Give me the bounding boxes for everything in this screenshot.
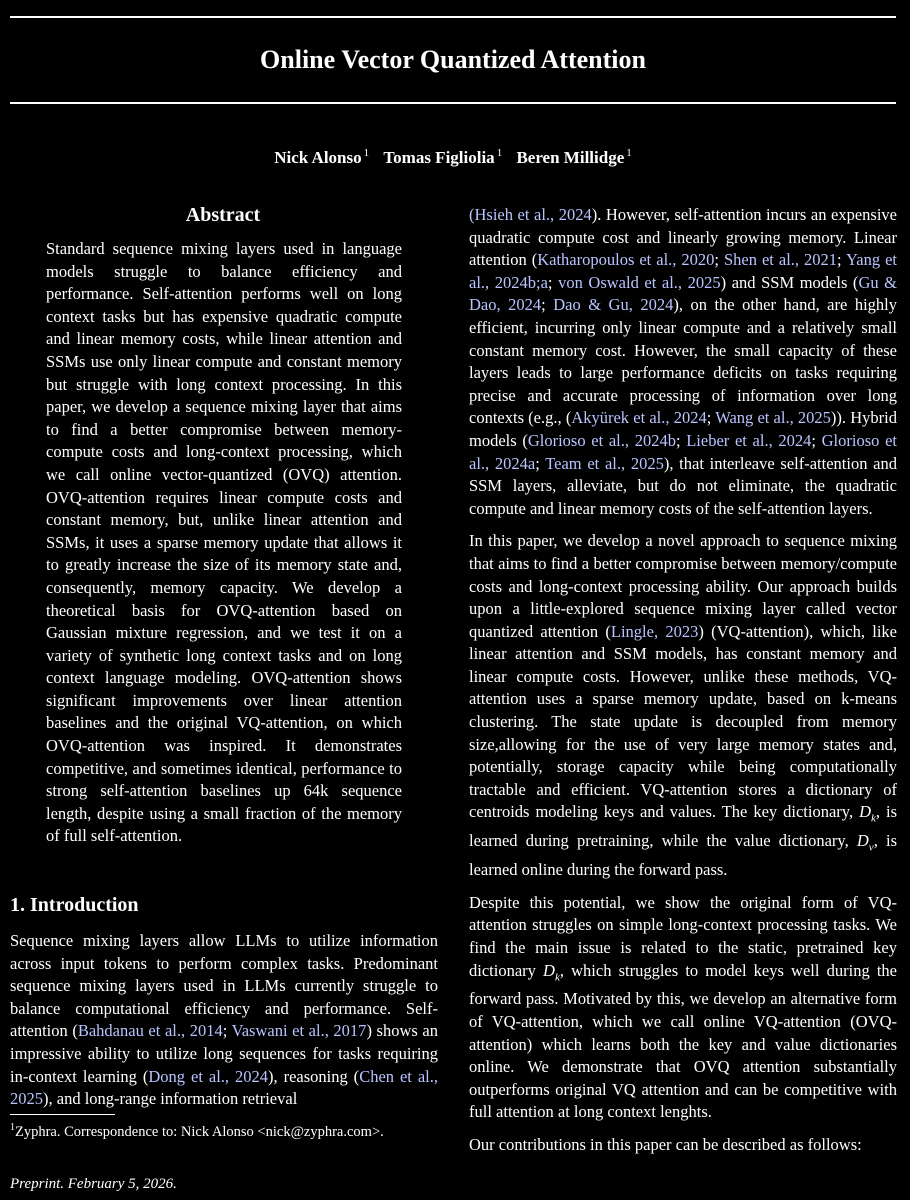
abstract-heading: Abstract xyxy=(185,204,261,226)
footnote-text: Zyphra. Correspondence to: Nick Alonso <nick@zyphra.com>. xyxy=(15,1123,384,1140)
footnote-rule xyxy=(10,1114,115,1115)
text-run: Despite this potential, we show the original form of VQ-attention struggles on simple long-context processing tasks. We find the main issue is related to the static, pretrained key dictionary xyxy=(469,892,897,980)
text-run: , which struggles to model keys well during the forward pass. Motivated by this, we develop an alternative form of VQ-attention, which we call online VQ-attention (OVQ-attention) which learns both the key and value dictionaries online. We demonstrate that OVQ attention substantially outperforms original VQ attention and can be competitive with full attention at long context lenghts. xyxy=(469,960,897,1122)
text-run: ; xyxy=(706,408,716,428)
text-run: ), reasoning ( xyxy=(268,1066,360,1086)
author-name: Tomas Figliolia xyxy=(383,147,495,167)
paragraph xyxy=(469,530,897,882)
citation-link[interactable]: Glorioso et al., 2024a xyxy=(469,430,897,473)
citation-link[interactable]: Team et al., 2025 xyxy=(545,453,664,473)
text-run: ; xyxy=(837,250,846,270)
title-rule-bottom xyxy=(10,102,896,104)
math-key-dictionary xyxy=(859,802,876,825)
text-run: ) (VQ-attention), which, like linear attention and SSM models, has constant memory and linear compute costs. However, unlike these methods, VQ-attention uses a sparse memory update, based on k-means clustering. The state update is decoupled from memory size,allowing for the use of very large memory states and, potentially, storage capacity while being computationally tractable and efficient. VQ-attention stores a dictionary of centroids modeling keys and values. The key dictionary, xyxy=(469,621,898,822)
math-symbol: D xyxy=(543,960,555,980)
text-run: ; xyxy=(675,430,687,450)
author-name: Nick Alonso xyxy=(274,147,362,167)
citation-link[interactable]: (Hsieh et al., 2024 xyxy=(469,205,592,224)
math-symbol: D xyxy=(859,802,871,822)
text-run: ; xyxy=(811,430,822,450)
text-run: ) shows an impressive ability to utilize long sequences for tasks requiring in-context learning ( xyxy=(10,1021,438,1086)
paper-title: Online Vector Quantized Attention xyxy=(260,45,646,74)
math-subscript: k xyxy=(554,970,560,983)
text-run: , is learned online during the forward pass. xyxy=(469,831,897,880)
footnote xyxy=(10,1118,438,1142)
math-subscript: v xyxy=(868,841,874,854)
author-list xyxy=(0,142,906,169)
text-run: )). Hybrid models ( xyxy=(469,408,897,450)
text-run: ; xyxy=(535,453,546,473)
paragraph xyxy=(469,204,897,520)
abstract-text: Standard sequence mixing layers used in language models struggle to balance efficiency and performance. Self-attention performs well on long context tasks but has expensive quadratic compute and linear memory costs, while linear attention and SSMs use only linear compute and constant memory but struggle with long context processing. In this paper, we develop a sequence mixing layer that aims to find a better compromise between memory-compute costs and long-context processing, which we call online vector-quantized (OVQ) attention. OVQ-attention requires linear compute costs and constant memory, but, unlike linear attention and SSMs, it uses a sparse memory update that allows it to greatly increase the size of its memory state and, consequently, memory capacity. We develop a theoretical basis for OVQ-attention based on Gaussian mixture regression, and we test it on a variety of synthetic long context tasks and on long context language modeling. OVQ-attention shows significant improvements over linear attention baselines and the original VQ-attention, on which OVQ-attention was inspired. It demonstrates competitive, and sometimes identical, performance to strong self-attention baselines up 64k sequence length, despite using a small fraction of the memory of full self-attention. xyxy=(46,239,402,846)
preprint-note: Preprint. February 5, 2026. xyxy=(10,1176,177,1192)
text-run: ). However, self-attention incurs an expensive quadratic compute cost and linearly growing memory. Linear attention ( xyxy=(469,205,897,270)
citation-link[interactable]: Vaswani et al., 2017 xyxy=(231,1021,367,1041)
citation-link[interactable]: Chen et al., 2025 xyxy=(10,1066,439,1109)
text-run: ) and SSM models ( xyxy=(720,272,859,292)
text-run: , is learned during pretraining, while the value dictionary, xyxy=(469,802,897,851)
citation-link[interactable]: Glorioso et al., 2024b xyxy=(527,430,676,450)
citation-link[interactable]: Shen et al., 2021 xyxy=(723,250,838,270)
author-affiliation: 1 xyxy=(496,147,503,159)
citation-link[interactable]: von Oswald et al., 2025 xyxy=(558,272,721,292)
right-column xyxy=(469,204,897,1167)
author xyxy=(516,148,631,167)
citation-link[interactable]: Bahdanau et al., 2014 xyxy=(77,1021,223,1041)
paragraph: Our contributions in this paper can be described as follows: xyxy=(469,1135,862,1155)
author-name: Beren Millidge xyxy=(516,147,625,167)
title-rule-top xyxy=(10,16,896,18)
paragraph xyxy=(469,892,897,1124)
citation-link[interactable]: Gu & Dao, 2024 xyxy=(469,272,898,315)
author xyxy=(274,148,369,167)
text-run: Sequence mixing layers allow LLMs to utilize information across input tokens to perform complex tasks. Predominant sequence mixing layers used in LLMs currently struggle to balance computational efficiency and performance. Self-attention ( xyxy=(10,931,438,1041)
footnote-mark: 1 xyxy=(10,1122,15,1133)
text-run: ; xyxy=(547,272,559,292)
citation-link[interactable]: Wang et al., 2025 xyxy=(715,408,831,428)
citation-link[interactable]: Lingle, 2023 xyxy=(610,621,699,641)
author xyxy=(383,148,502,167)
citation-link[interactable]: Dao & Gu, 2024 xyxy=(553,295,674,315)
math-subscript: k xyxy=(871,812,876,825)
citation-link[interactable]: Katharopoulos et al., 2020 xyxy=(537,250,715,270)
text-run: ; xyxy=(714,250,724,270)
text-run: In this paper, we develop a novel approach to sequence mixing that aims to find a better compromise between memory/compute costs and long-context processing ability. Our approach builds upon a little-explored sequence mixing layer called vector quantized attention ( xyxy=(469,531,897,641)
section-heading-introduction: 1. Introduction xyxy=(10,894,139,916)
author-affiliation: 1 xyxy=(363,147,370,159)
intro-paragraph xyxy=(10,930,438,1111)
citation-link[interactable]: Dong et al., 2024 xyxy=(148,1066,268,1086)
text-run: ), that interleave self-attention and SSM layers, alleviate, but do not eliminate, the quadratic compute and linear memory costs of the self-attention layers. xyxy=(469,453,897,518)
math-key-dictionary xyxy=(543,960,560,983)
math-value-dictionary xyxy=(856,831,874,854)
citation-link[interactable]: Lieber et al., 2024 xyxy=(686,430,812,450)
citation-link[interactable]: Yang et al., 2024b;a xyxy=(469,250,897,292)
citation-link[interactable]: Akyürek et al., 2024 xyxy=(571,408,707,428)
math-symbol: D xyxy=(856,831,869,851)
text-run: ; xyxy=(541,295,554,315)
author-affiliation: 1 xyxy=(626,147,632,159)
text-run: ; xyxy=(222,1021,232,1041)
text-run: ), and long-range information retrieval xyxy=(43,1089,298,1109)
text-run: ), on the other hand, are highly efficient, incurring only linear compute and a relatively small constant memory cost. However, the small capacity of these layers leads to large performance deficits on tasks requiring precise and accurate processing of information over long contexts (e.g., ( xyxy=(469,295,897,428)
